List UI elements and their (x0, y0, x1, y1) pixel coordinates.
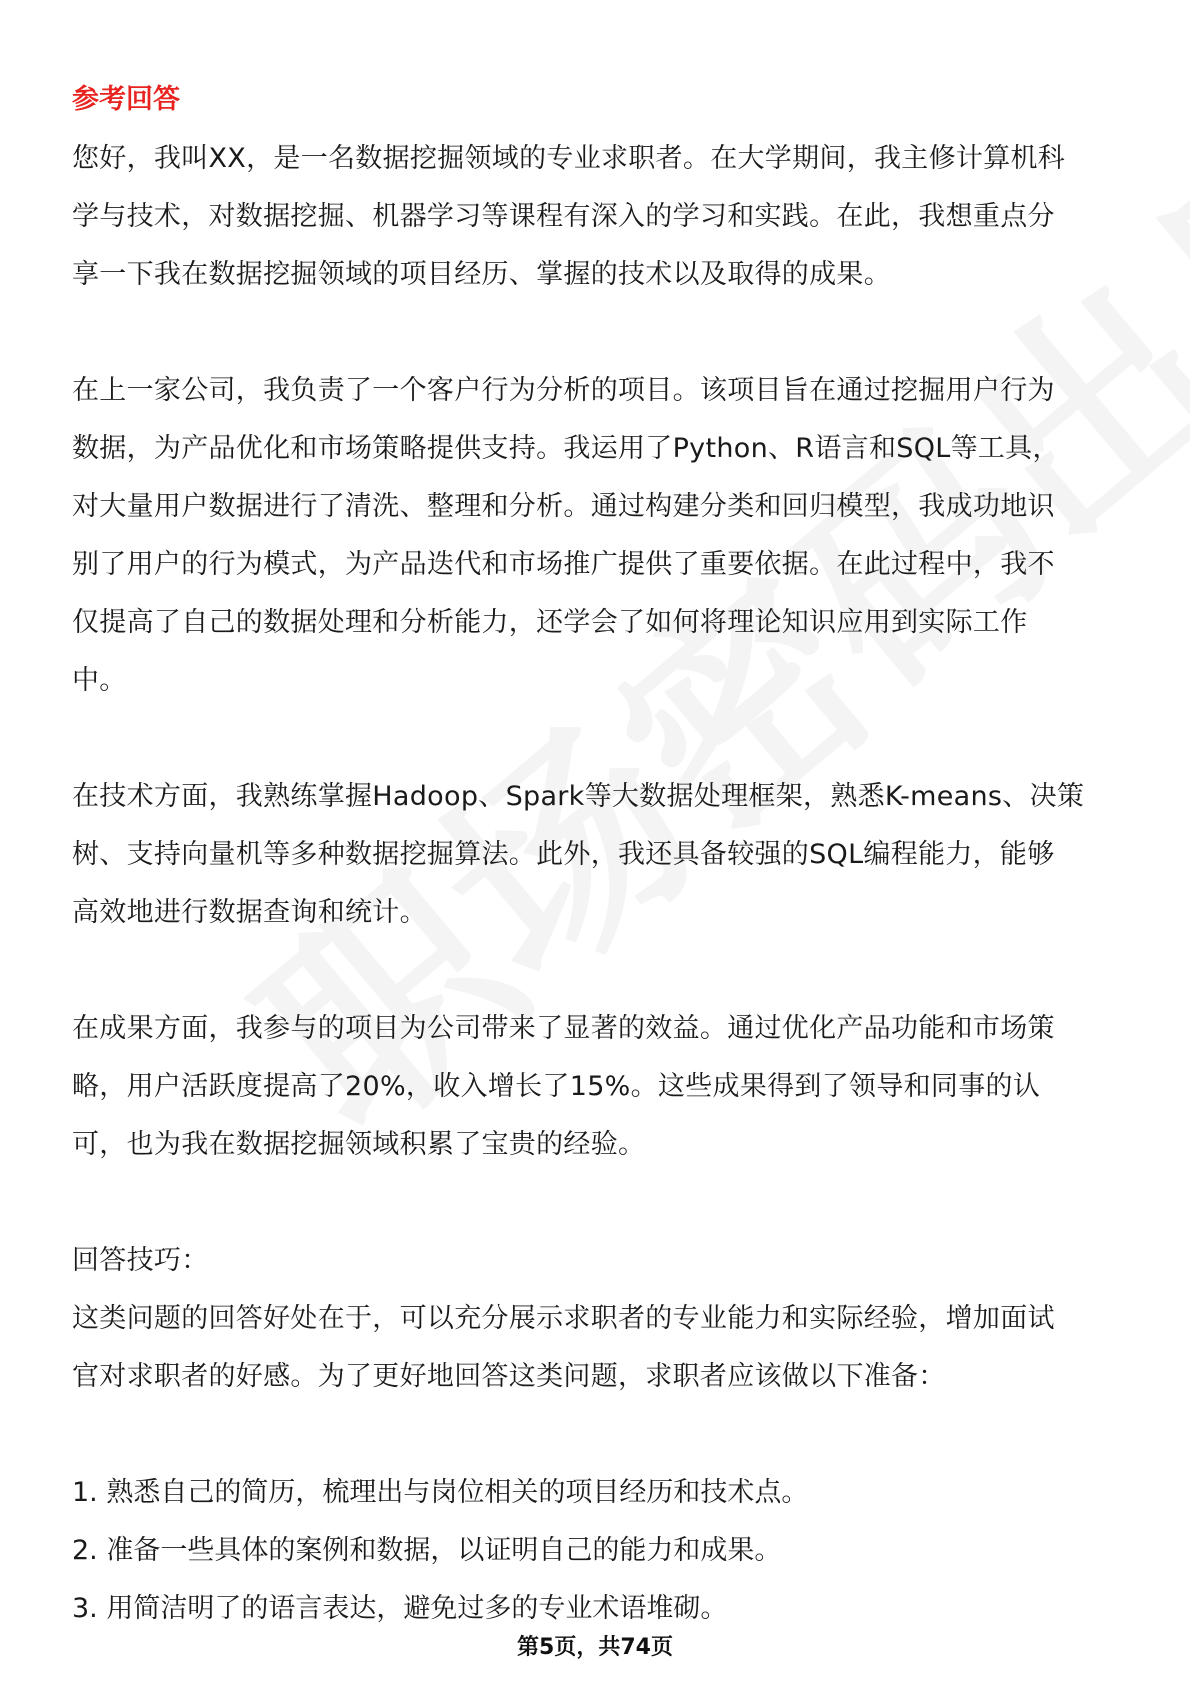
text-line: 您好，我叫XX，是一名数据挖掘领域的专业求职者。在大学期间，我主修计算机科 (72, 143, 1066, 174)
text-line: 享一下我在数据挖掘领域的项目经历、掌握的技术以及取得的成果。 (72, 259, 891, 290)
list-item: 2. 准备一些具体的案例和数据，以证明自己的能力和成果。 (72, 1535, 782, 1566)
list-item: 1. 熟悉自己的简历，梳理出与岗位相关的项目经历和技术点。 (72, 1477, 809, 1508)
text-line: 仅提高了自己的数据处理和分析能力，还学会了如何将理论知识应用到实际工作 (72, 607, 1028, 638)
text-line: 在上一家公司，我负责了一个客户行为分析的项目。该项目旨在通过挖掘用户行为 (72, 375, 1055, 406)
paragraph-gap (72, 304, 1132, 362)
text-line: 数据，为产品优化和市场策略提供支持。我运用了Python、R语言和SQL等工具， (72, 433, 1060, 464)
text-line: 这类问题的回答好处在于，可以充分展示求职者的专业能力和实际经验，增加面试 (72, 1303, 1055, 1334)
list-item: 3. 用简洁明了的语言表达，避免过多的专业术语堆砌。 (72, 1593, 728, 1624)
text-line: 学与技术，对数据挖掘、机器学习等课程有深入的学习和实践。在此，我想重点分 (72, 201, 1055, 232)
page-number: 第5页，共74页 (517, 1635, 673, 1660)
section-heading: 参考回答 (72, 84, 180, 115)
tips-label: 回答技巧： (72, 1245, 209, 1276)
tips-section (72, 1232, 1132, 1638)
paragraph-skills (72, 768, 1132, 942)
text-line: 树、支持向量机等多种数据挖掘算法。此外，我还具备较强的SQL编程能力，能够 (72, 839, 1055, 870)
text-line: 对大量用户数据进行了清洗、整理和分析。通过构建分类和回归模型，我成功地识 (72, 491, 1055, 522)
text-line: 在成果方面，我参与的项目为公司带来了显著的效益。通过优化产品功能和市场策 (72, 1013, 1055, 1044)
paragraph-gap (72, 1174, 1132, 1232)
paragraph-gap (72, 942, 1132, 1000)
paragraph-gap (72, 1406, 1132, 1464)
text-line: 高效地进行数据查询和统计。 (72, 897, 427, 928)
text-line: 官对求职者的好感。为了更好地回答这类问题，求职者应该做以下准备： (72, 1361, 946, 1392)
paragraph-results (72, 1000, 1132, 1174)
text-line: 在技术方面，我熟练掌握Hadoop、Spark等大数据处理框架，熟悉K-means、决策 (72, 781, 1085, 812)
text-line: 别了用户的行为模式，为产品迭代和市场推广提供了重要依据。在此过程中，我不 (72, 549, 1055, 580)
paragraph-intro (72, 130, 1132, 304)
text-line: 中。 (72, 665, 127, 696)
text-line: 略，用户活跃度提高了20%，收入增长了15%。这些成果得到了领导和同事的认 (72, 1071, 1041, 1102)
paragraph-project (72, 362, 1132, 710)
paragraph-gap (72, 710, 1132, 768)
document-body (72, 70, 1132, 1638)
text-line: 可，也为我在数据挖掘领域积累了宝贵的经验。 (72, 1129, 646, 1160)
